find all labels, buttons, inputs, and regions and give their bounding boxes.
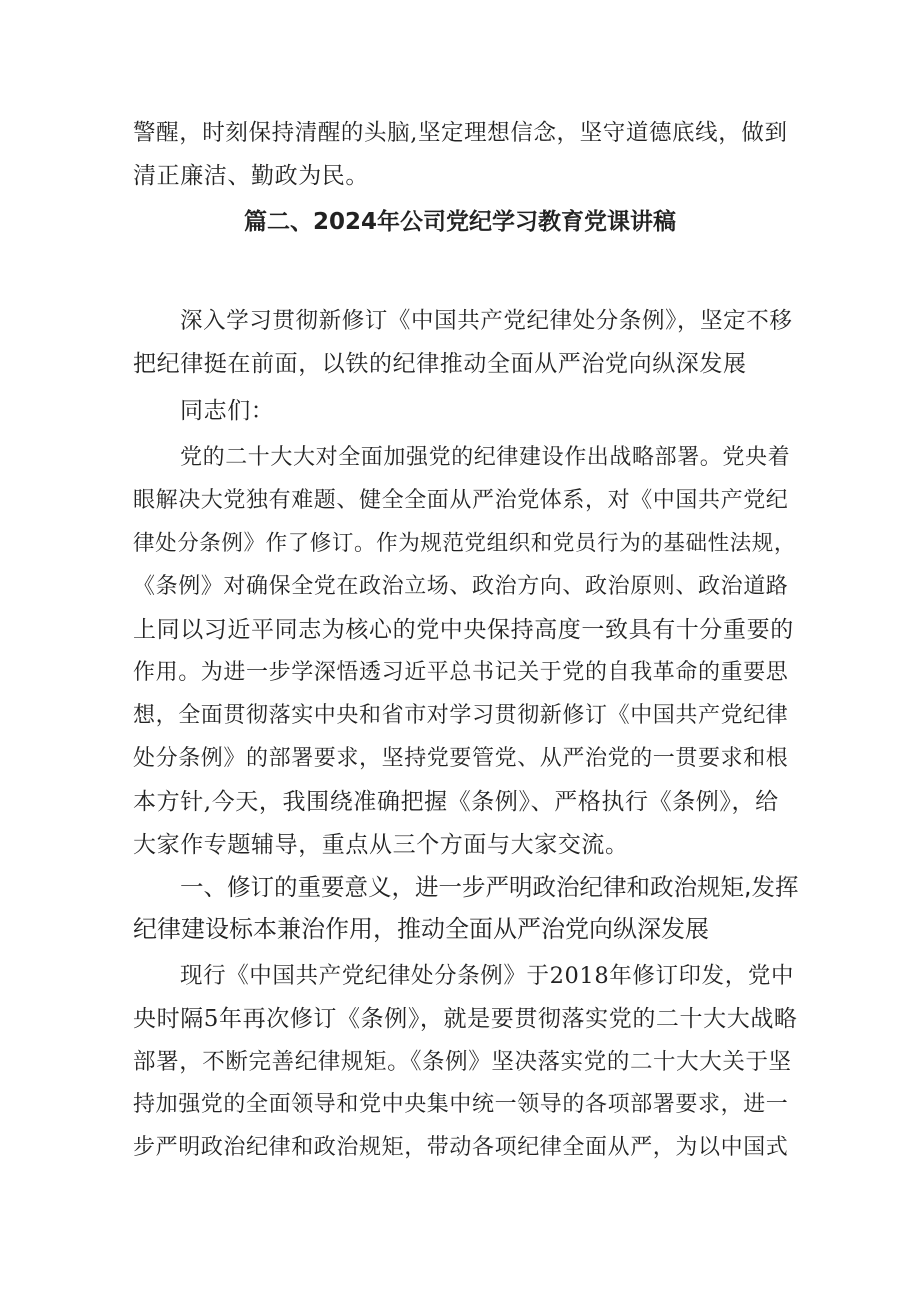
paragraph1-line-9: 本方针,今天，我围绕准确把握《条例》、严格执行《条例》，给 [133,789,779,815]
intro-line-2: 清正廉洁、勤政为民。 [133,163,369,189]
article-title: 篇二、2024年公司党纪学习教育党课讲稿 [243,209,676,235]
paragraph2-line-2: 央时隔5年再次修订《条例》，就是要贯彻落实党的二十大大战略 [133,1006,798,1032]
intro-line-1: 警醒，时刻保持清醒的头脑,坚定理想信念，坚守道德底线，做到 [133,120,788,146]
paragraph1-line-3: 律处分条例》作了修订。作为规范党组织和党员行为的基础性法规， [133,531,797,556]
paragraph1-line-5: 上同以习近平同志为核心的党中央保持高度一致具有十分重要的 [133,617,794,643]
paragraph1-line-1: 党的二十大大对全面加强党的纪律建设作出战略部署。党央着 [180,445,791,470]
subtitle-line-2: 把纪律挺在前面，以铁的纪律推动全面从严治党向纵深发展 [133,351,747,377]
section1-heading-line-2: 纪律建设标本兼治作用，推动全面从严治党向纵深发展 [133,915,709,943]
paragraph1-line-10: 大家作专题辅导，重点从三个方面与大家交流。 [133,832,629,858]
paragraph1-line-6: 作用。为进一步学深悟透习近平总书记关于党的自我革命的重要思 [133,660,789,685]
greeting: 同志们： [180,398,275,424]
paragraph1-line-4: 《条例》对确保全党在政治立场、政治方向、政治原则、政治道路 [133,574,789,599]
paragraph2-line-5: 步严明政治纪律和政治规矩，带动各项纪律全面从严，为以中国式 [133,1135,789,1160]
paragraph1-line-7: 想，全面贯彻落实中央和省市对学习贯彻新修订《中国共产党纪律 [133,703,789,728]
paragraph1-line-8: 处分条例》的部署要求，坚持党要管党、从严治党的一贯要求和根 [133,746,789,771]
section1-heading-line-1: 一、修订的重要意义，进一步严明政治纪律和政治规矩,发挥 [180,873,799,901]
subtitle-line-1: 深入学习贯彻新修订《中国共产党纪律处分条例》，坚定不移 [180,308,793,334]
paragraph2-line-1: 现行《中国共产党纪律处分条例》于2018年修订印发，党中 [180,963,795,989]
paragraph2-line-4: 持加强党的全面领导和党中央集中统一领导的各项部署要求，进一 [133,1092,789,1117]
paragraph1-line-2: 眼解决大党独有难题、健全全面从严治党体系，对《中国共产党纪 [133,488,789,513]
paragraph2-line-3: 部署，不断完善纪律规矩。《条例》坚决落实党的二十大大关于坚 [133,1049,792,1075]
